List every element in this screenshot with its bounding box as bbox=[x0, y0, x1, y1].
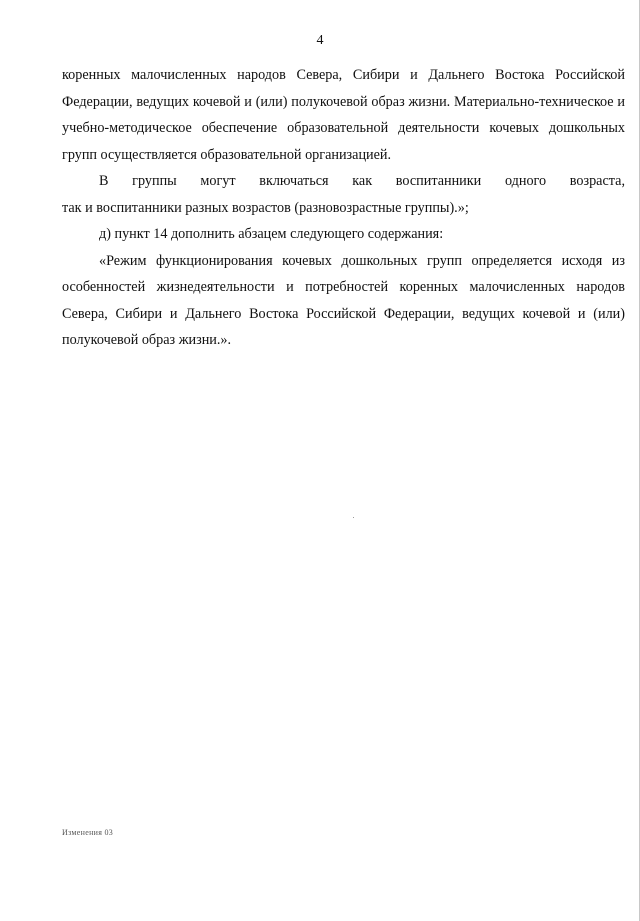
paragraph-operating-mode: «Режим функционирования кочевых дошкольных групп определяется исходя из особенностей жизнедеятельности и потребностей коренных малочисленных народов Севера, Сибири и Дальнего Востока Российской Федерации, ведущих кочевой и (или) полукочевой образ жизни.». bbox=[62, 252, 625, 348]
document-body bbox=[62, 62, 625, 354]
paragraph-age-groups-line-1: В группы могут включаться как воспитанники одного возраста, bbox=[99, 173, 625, 189]
footer-note: Изменения 03 bbox=[62, 828, 114, 837]
scan-speck bbox=[353, 517, 354, 518]
paragraph-continuation: коренных малочисленных народов Севера, Сибири и Дальнего Востока Российской Федерации, ведущих кочевой и (или) полукочевой образ жизни. Материально-техническое и учебно-методическое обеспечение образовательной деятельности кочевых дошкольных групп осуществляется образовательной организацией. bbox=[62, 67, 625, 163]
paragraph-age-groups-line-2: так и воспитанники разных возрастов (разновозрастные группы).»; bbox=[62, 199, 469, 216]
paragraph-point-14-amendment: д) пункт 14 дополнить абзацем следующего содержания: bbox=[99, 226, 444, 242]
page-number: 4 bbox=[316, 33, 324, 48]
